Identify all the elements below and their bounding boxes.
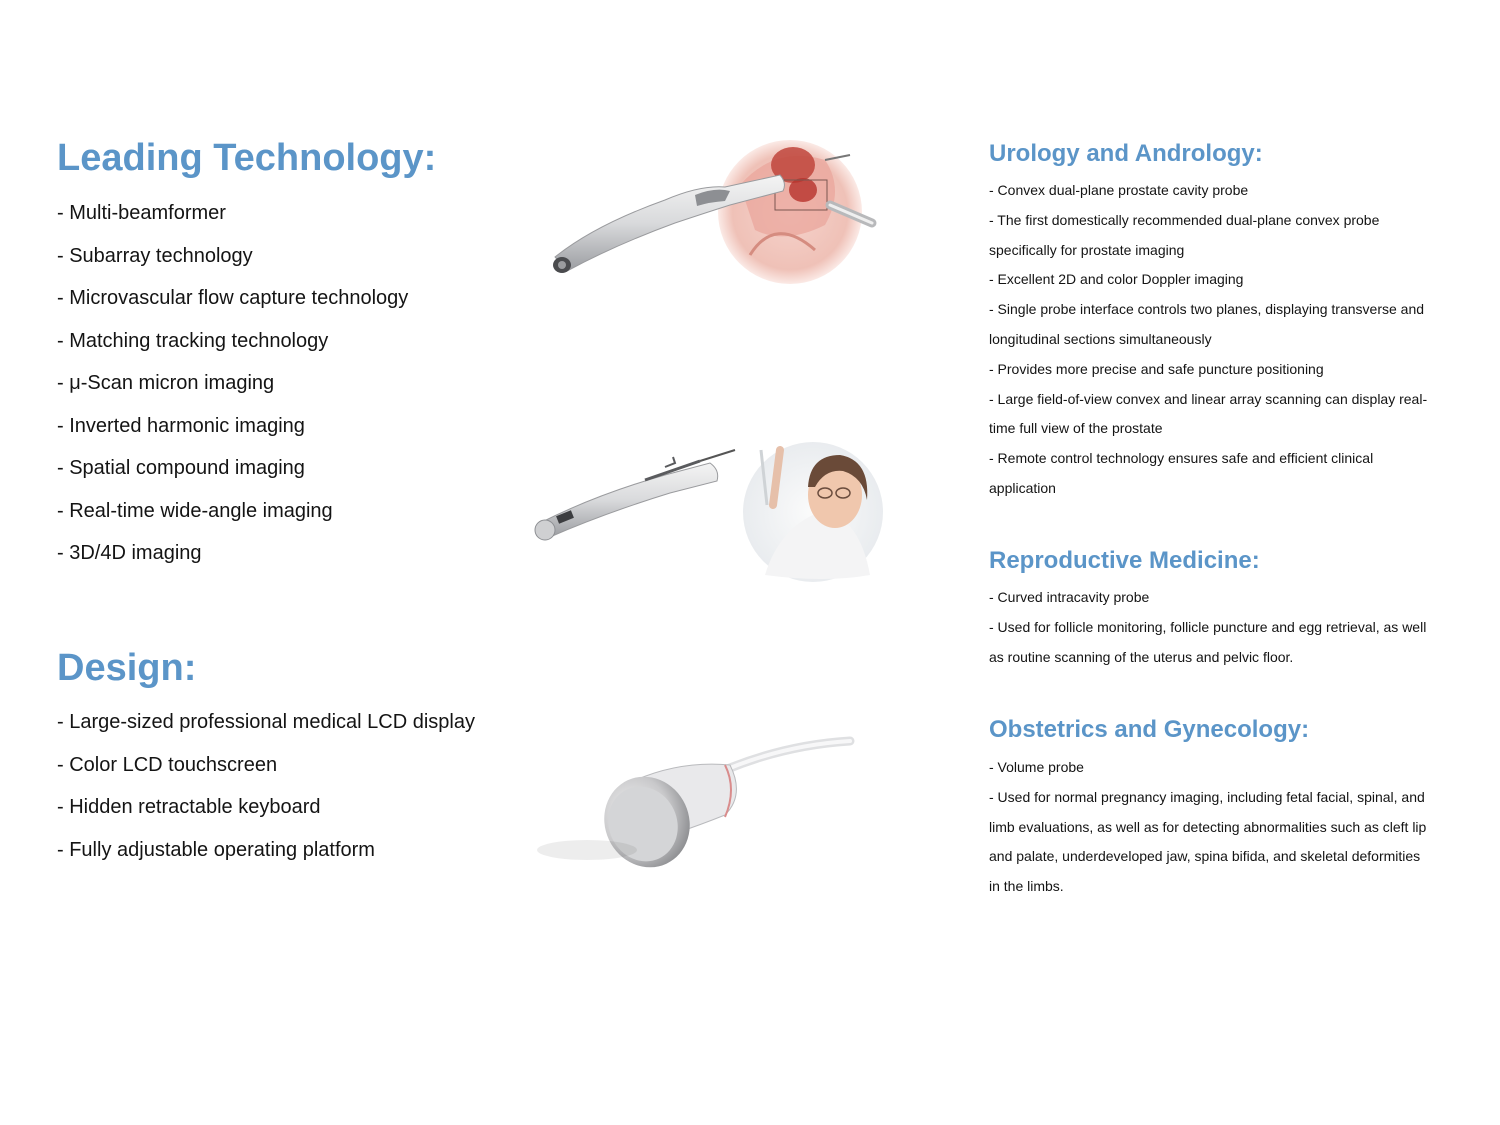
reproductive-list [989,583,1434,672]
list-item: - The first domestically recommended dual-plane convex probe specifically for prostate imaging [989,211,1380,258]
prostate-probe-image [553,140,872,284]
list-item: - Hidden retractable keyboard [57,796,321,818]
probe-illustrations [525,105,885,905]
obstetrics-title: Obstetrics and Gynecology: [989,716,1310,743]
list-item: - Inverted harmonic imaging [57,414,305,437]
list-item: - Curved intracavity probe [989,589,1150,605]
list-item: - Convex dual-plane prostate cavity probe [989,182,1249,198]
design-list [57,701,475,871]
list-item: - Large-sized professional medical LCD display [57,711,475,733]
design-title: Design: [57,647,197,689]
list-item: - Large field-of-view convex and linear array scanning can display real-time full view of the prostate [989,390,1428,437]
list-item: - Excellent 2D and color Doppler imaging [989,271,1244,288]
list-item: - μ-Scan micron imaging [57,372,275,394]
list-item: - Microvascular flow capture technology [57,287,409,309]
list-item: - Subarray technology [57,244,253,267]
list-item: - Single probe interface controls two planes, displaying transverse and longitudinal sections simultaneously [989,301,1425,347]
list-item: - Real-time wide-angle imaging [57,499,333,522]
list-item: - Provides more precise and safe puncture positioning [989,360,1324,377]
list-item: - Remote control technology ensures safe and efficient clinical application [989,450,1374,496]
product-images [525,105,885,905]
list-item: - Matching tracking technology [57,329,329,352]
list-item: - Fully adjustable operating platform [57,838,375,861]
list-item: - Used for follicle monitoring, follicle puncture and egg retrieval, as well as routine scanning of the uterus and pelvic floor. [989,618,1427,665]
leading-technology-list [57,192,408,575]
volume-probe-image [537,741,850,881]
list-item: - Multi-beamformer [57,202,226,224]
leading-technology-title: Leading Technology: [57,137,437,179]
urology-title: Urology and Andrology: [989,140,1263,167]
obstetrics-list [989,753,1434,902]
urology-list [989,176,1434,504]
intracavity-probe-image [535,442,883,582]
list-item: - Volume probe [989,759,1084,775]
list-item: - Color LCD touchscreen [57,753,278,776]
list-item: - 3D/4D imaging [57,542,202,564]
reproductive-title: Reproductive Medicine: [989,547,1260,574]
list-item: - Spatial compound imaging [57,457,305,479]
list-item: - Used for normal pregnancy imaging, including fetal facial, spinal, and limb evaluations, as well as for detecting abnormalities such as cleft lip and palate, underdeveloped jaw, spina bifida, and skeletal deformities in the limbs. [989,788,1427,895]
